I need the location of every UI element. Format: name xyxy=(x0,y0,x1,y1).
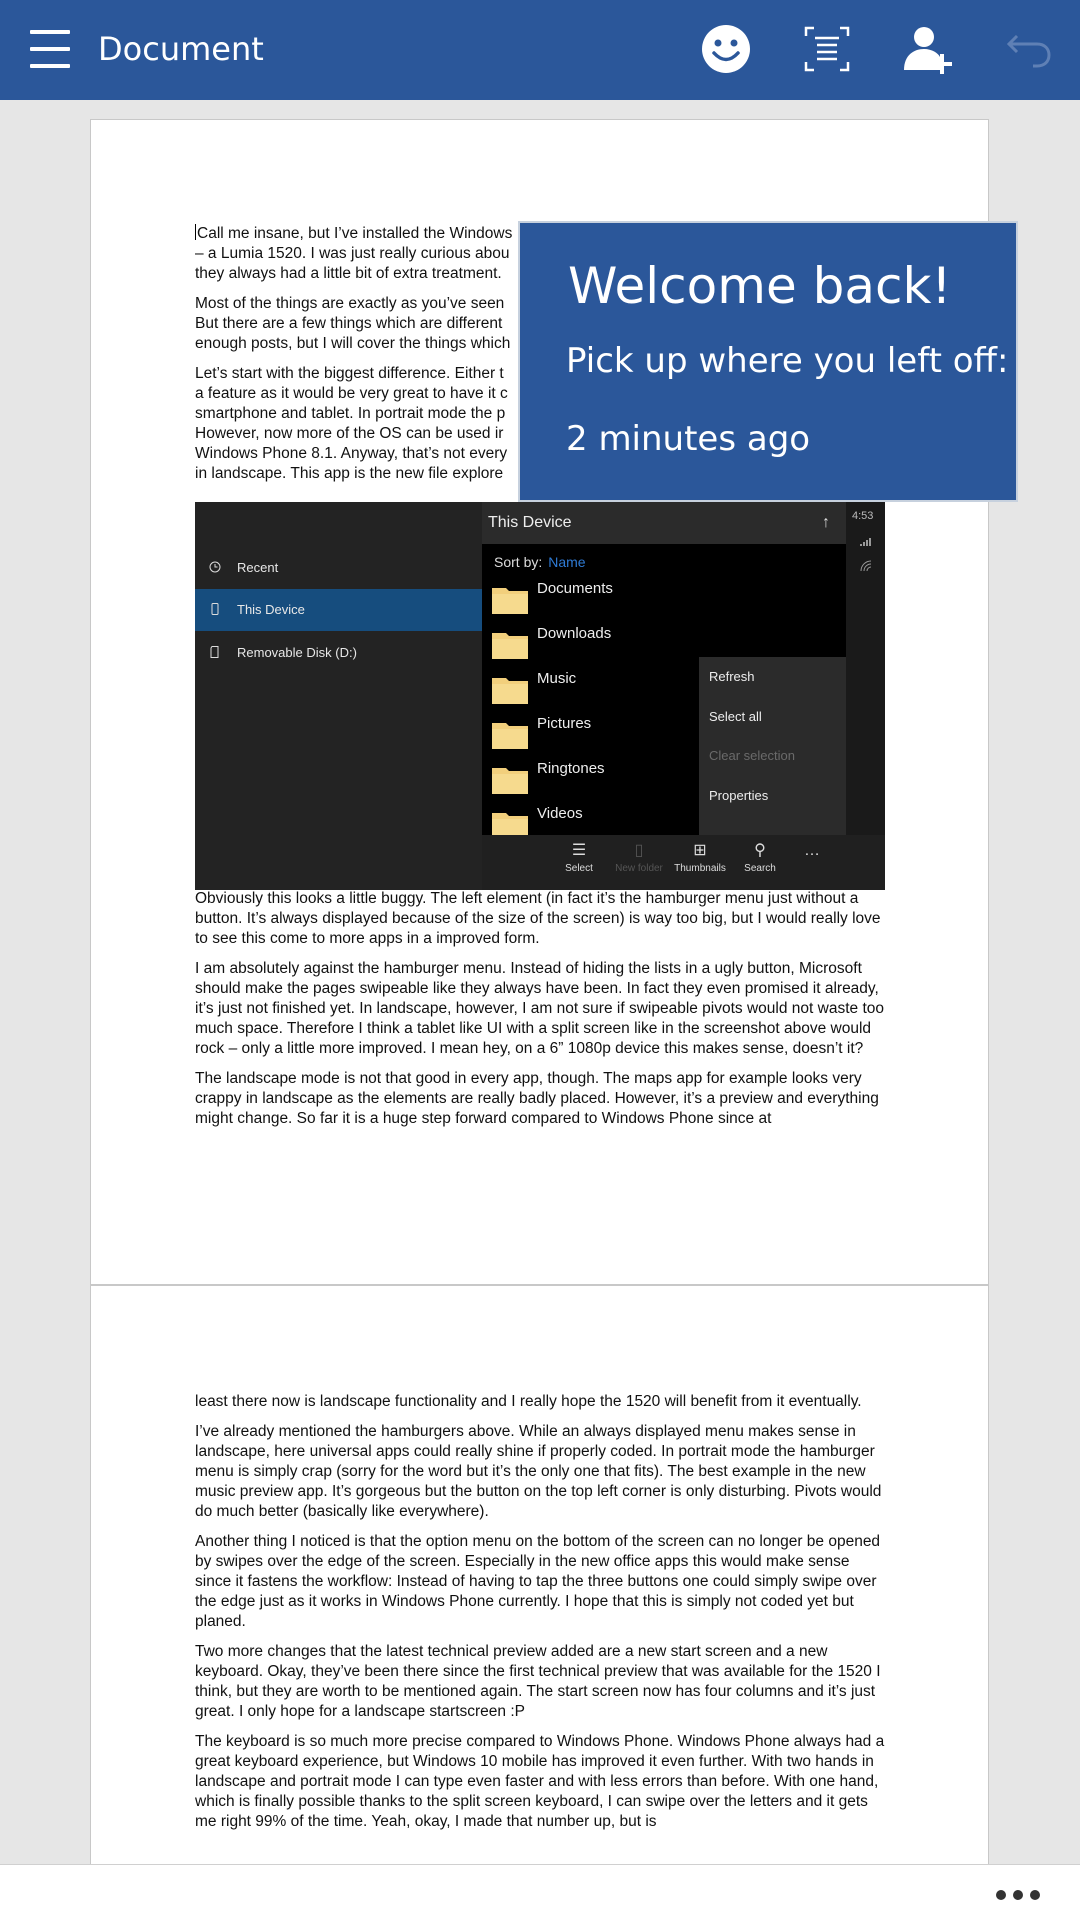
welcome-time[interactable]: 2 minutes ago xyxy=(566,419,811,459)
text-line: Call me insane, but I’ve installed the Windows xyxy=(197,225,513,242)
nav-item-this-device xyxy=(195,589,482,631)
checklist-icon: ☰ xyxy=(571,842,587,859)
sd-card-icon xyxy=(209,646,221,658)
search-icon: ⚲ xyxy=(754,842,766,859)
command-label: Select xyxy=(565,863,593,874)
command-label: Search xyxy=(744,863,776,874)
folder-label: Ringtones xyxy=(537,760,605,777)
clock-icon xyxy=(209,561,221,573)
text-line: they always had a little bit of extra treatment. xyxy=(195,265,502,282)
wifi-icon xyxy=(860,560,872,572)
paragraph: Another thing I noticed is that the option menu on the bottom of the screen can no longer be opened by swipes over the edge of the screen. Especially in the new office apps this would make sense since it fastens the workflow: Instead of having to tap the three buttons one could simply swipe over the edge just as it works in Windows Phone currently. I hope that this is simply not coded yet but planed. xyxy=(195,1533,881,1630)
command-label: New folder xyxy=(615,863,663,874)
nav-item-label: Recent xyxy=(237,560,279,575)
search-command xyxy=(730,839,790,874)
text-line: Windows Phone 8.1. Anyway, that’s not every xyxy=(195,445,508,462)
paragraph: Two more changes that the latest technical preview added are a new start screen and a new keyboard. Okay, they’ve been there since the first technical preview that was available for the 1520 I think, but they are worth to be mentioned again. The start screen now has four columns and it’s just great. I only hope for a landscape startscreen :P xyxy=(195,1643,881,1720)
folder-label: Videos xyxy=(537,805,583,822)
embedded-screenshot xyxy=(195,502,885,890)
folder-label: Pictures xyxy=(537,715,592,732)
sort-by xyxy=(494,554,586,570)
explorer-nav-pane xyxy=(195,502,482,890)
select-command xyxy=(549,839,609,874)
text-line: enough posts, but I will cover the things which xyxy=(195,335,511,352)
status-strip xyxy=(846,502,885,890)
signal-icon xyxy=(860,536,872,546)
page-2-text xyxy=(195,1392,885,1842)
folder-icon xyxy=(492,764,528,794)
text-line: – a Lumia 1520. I was just really curious abou xyxy=(195,245,510,262)
explorer-header xyxy=(482,502,846,544)
context-menu xyxy=(699,657,846,835)
text-line: Most of the things are exactly as you’ve seen xyxy=(195,295,505,312)
page-1-bottom-text xyxy=(195,889,885,1139)
smiley-icon[interactable] xyxy=(699,22,753,76)
explorer-command-bar xyxy=(482,835,885,890)
grid-icon: ⊞ xyxy=(693,842,707,859)
ellipsis-icon xyxy=(1013,1890,1023,1900)
command-label: Thumbnails xyxy=(674,863,726,874)
document-page-2[interactable] xyxy=(90,1285,989,1920)
document-scan-icon[interactable] xyxy=(800,22,854,76)
paragraph: Obviously this looks a little buggy. The left element (in fact it’s the hamburger menu just without a button. It’s always displayed because of the size of the screen) is way too big, but I would really love to see this come to more apps in a improved form. xyxy=(195,890,881,947)
menu-icon[interactable] xyxy=(30,30,70,68)
welcome-title: Welcome back! xyxy=(568,257,952,315)
undo-icon[interactable] xyxy=(1003,22,1057,76)
context-menu-item: Properties xyxy=(709,788,769,803)
app-bar xyxy=(0,0,1080,100)
folder-icon xyxy=(492,674,528,704)
ellipsis-icon xyxy=(996,1890,1006,1900)
folder-icon xyxy=(492,629,528,659)
folder-label: Downloads xyxy=(537,625,612,642)
phone-icon xyxy=(209,603,221,615)
paragraph: The keyboard is so much more precise compared to Windows Phone. Windows Phone always had a great keyboard experience, but Windows 10 mobile has improved it even further. With two hands in landscape and portrait mode I can type even faster and with less errors than before. With one hand, which is finally possible thanks to the split screen keyboard, I can swipe over the letters and it gets me right 99% of the time. Yeah, okay, I made that number up, but is xyxy=(195,1733,885,1830)
add-person-icon[interactable] xyxy=(902,22,956,76)
text-line: But there are a few things which are different xyxy=(195,315,503,332)
folder-label: Documents xyxy=(537,580,613,597)
context-menu-item: Refresh xyxy=(709,669,755,684)
new-folder-icon: ▯ xyxy=(634,842,644,859)
ellipsis-icon xyxy=(1030,1890,1040,1900)
paragraph: I’ve already mentioned the hamburgers above. While an always displayed menu makes sense in landscape, here universal apps could really shine if properly coded. In portrait mode the hamburger menu is simply crap (sorry for the word but it’s the only one that fits). The best example in the new music preview app. It’s gorgeous but the button on the top left corner is only disturbing. Pivots would do much better (basically like everywhere). xyxy=(195,1423,882,1520)
clock-time: 4:53 xyxy=(852,510,874,522)
nav-item-removable-disk xyxy=(195,632,482,674)
paragraph: I am absolutely against the hamburger menu. Instead of hiding the lists in a ugly button, Microsoft should make the pages swipeable like they always have been. In fact they even promised it already, it’s just not finished yet. In landscape, however, I am not sure if swipeable pivots would not waste too much space. Therefore I think a tablet like UI with a split screen like in the screenshot above would rock – only a little more improved. I mean hey, on a 6” 1080p device this makes sense, doesn’t it? xyxy=(195,960,884,1057)
text-line: in landscape. This app is the new file explore xyxy=(195,465,504,482)
nav-item-label: This Device xyxy=(237,602,305,617)
ellipsis-icon: … xyxy=(804,842,820,859)
context-menu-item: Clear selection xyxy=(709,748,795,763)
up-arrow-icon: ↑ xyxy=(822,514,830,531)
bottom-command-bar xyxy=(0,1864,1080,1920)
paragraph: The landscape mode is not that good in every app, though. The maps app for example looks very crappy in landscape as the elements are really badly placed. However, it’s a preview and everything might change. So far it is a huge step forward compared to Windows Phone since at xyxy=(195,1070,879,1127)
paragraph: least there now is landscape functionality and I really hope the 1520 will benefit from it eventually. xyxy=(195,1393,862,1410)
nav-item-label: Removable Disk (D:) xyxy=(237,645,357,660)
welcome-back-flyout[interactable] xyxy=(518,221,1018,502)
page-title: Document xyxy=(98,30,264,68)
text-line: smartphone and tablet. In portrait mode the p xyxy=(195,405,506,422)
more-command xyxy=(782,839,842,863)
folder-label: Music xyxy=(537,670,577,687)
thumbnails-command xyxy=(670,839,730,874)
folder-icon xyxy=(492,719,528,749)
sort-value: Name xyxy=(548,554,586,570)
folder-item xyxy=(492,580,792,620)
text-line: However, now more of the OS can be used ir xyxy=(195,425,504,442)
text-line: a feature as it would be very great to have it c xyxy=(195,385,508,402)
text-cursor xyxy=(195,224,196,240)
more-options-button[interactable] xyxy=(996,1887,1050,1903)
sort-label: Sort by: xyxy=(494,554,543,570)
folder-icon xyxy=(492,584,528,614)
nav-item-recent xyxy=(195,547,482,589)
explorer-title: This Device xyxy=(488,514,572,531)
welcome-subtitle: Pick up where you left off: xyxy=(566,341,1009,381)
context-menu-item: Select all xyxy=(709,709,762,724)
text-line: Let’s start with the biggest difference. Either t xyxy=(195,365,504,382)
new-folder-command xyxy=(609,839,669,874)
